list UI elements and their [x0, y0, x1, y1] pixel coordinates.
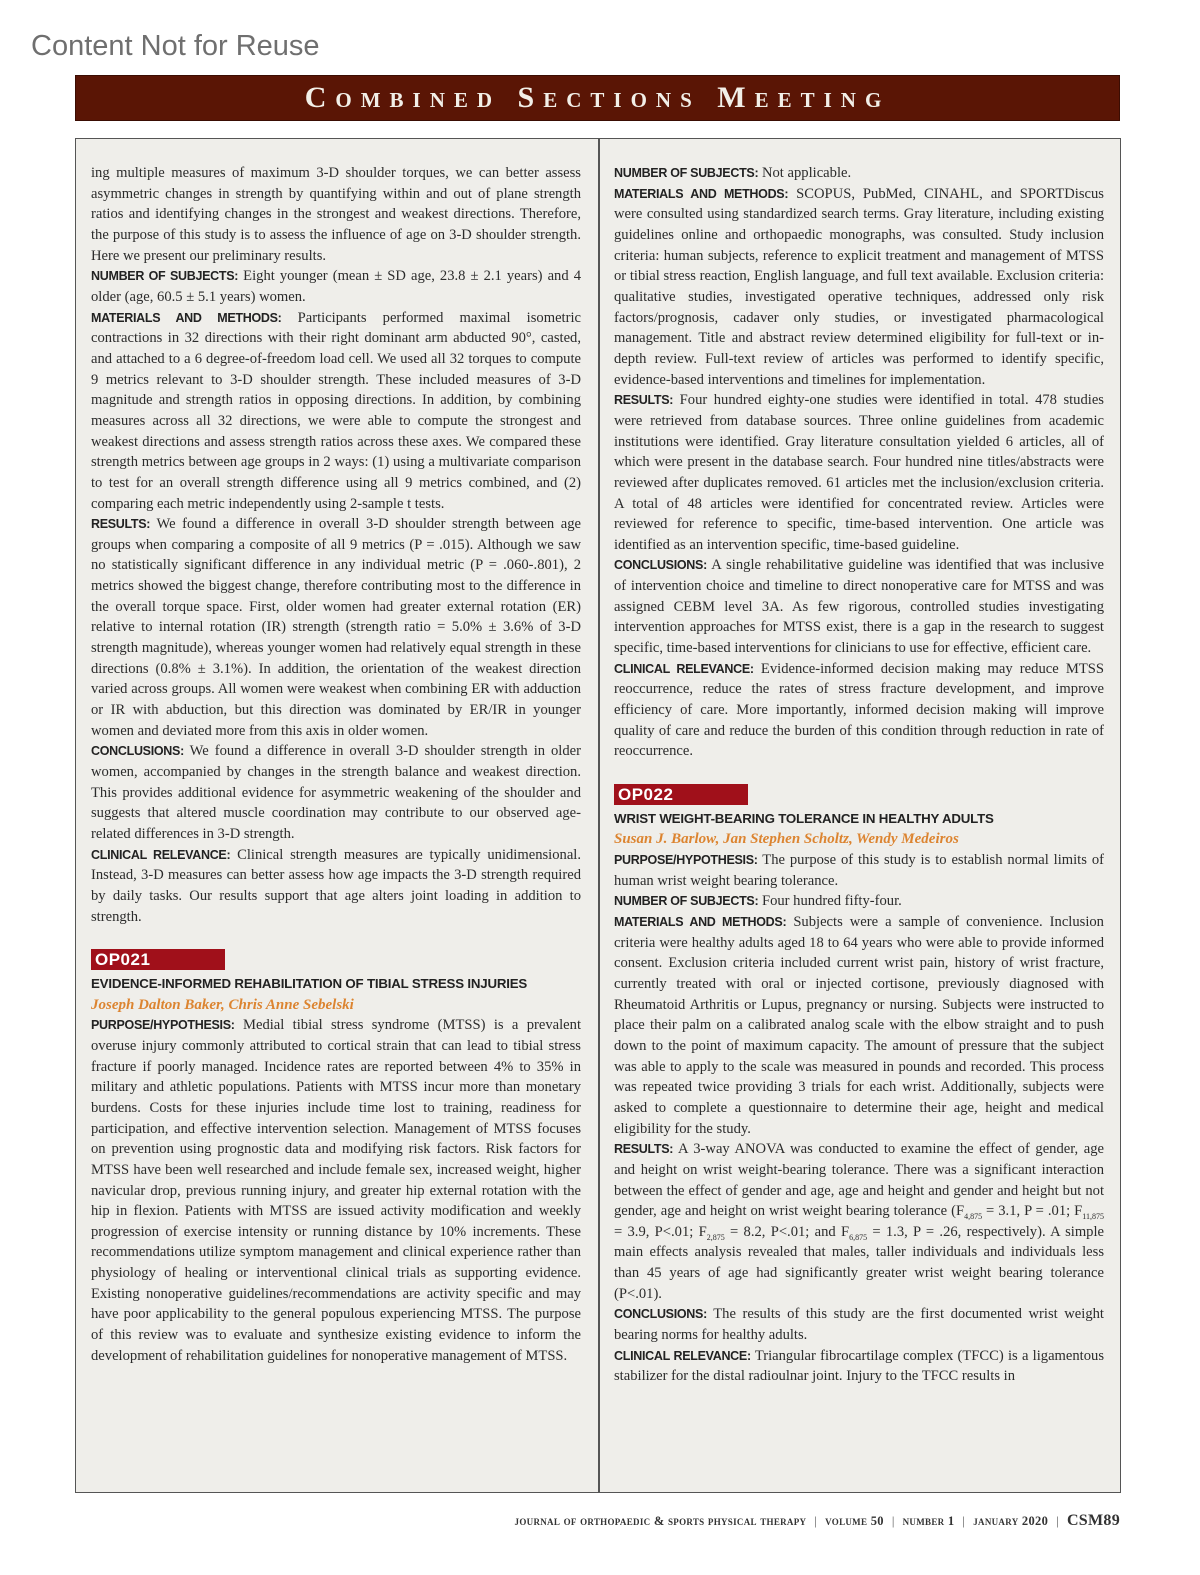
abstract-authors: Susan J. Barlow, Jan Stephen Scholtz, Wendy Medeiros	[614, 831, 959, 848]
abstract-paragraph: MATERIALS AND METHODS: SCOPUS, PubMed, CINAHL, and SPORTDiscus were consulted using standardized search terms. Gray literature, including existing guidelines online and orthopaedic monographs, was consulted. Study inclusion criteria: human subjects, reference to explicit treatment and management of MTSS or tibial stress reaction, English language, and full text available. Exclusion criteria: qualitative studies, investigated operative techniques, addressed only risk factors/prognosis, cadaver only studies, or investigated pharmacological management. Title and abstract review determined eligibility for full-text or in-depth review. Full-text review of articles was performed to identify specific, evidence-based interventions and timelines for implementation.	[614, 185, 1104, 388]
page-footer: journal of orthopaedic & sports physical therapy | volume 50 | number 1 | january 2020 | CSM89	[514, 1512, 1120, 1529]
abstract-authors: Joseph Dalton Baker, Chris Anne Sebelski	[91, 996, 354, 1013]
banner-title: Combined Sections Meeting	[304, 81, 891, 114]
volume: volume 50	[825, 1514, 884, 1528]
abstract-paragraph: NUMBER OF SUBJECTS: Eight younger (mean ± SD age, 23.8 ± 2.1 years) and 4 older (age, 60.5 ± 5.1 years) women.	[91, 268, 581, 305]
abstract-code-badge: OP021	[91, 949, 225, 970]
abstract-paragraph: CONCLUSIONS: The results of this study are the first documented wrist weight bearing norms for healthy adults.	[614, 1306, 1104, 1344]
abstract-title: WRIST WEIGHT-BEARING TOLERANCE IN HEALTHY ADULTS	[614, 810, 994, 826]
abstract-paragraph: MATERIALS AND METHODS: Participants performed maximal isometric contractions in 32 directions with their right dominant arm abducted 90°, casted, and attached to a 6 degree-of-freedom load cell. We used all 32 torques to compute 9 metrics relevant to 3-D shoulder strength. These included measures of 3-D magnitude and strength ratios in opposing directions. In addition, by combining measures across all 32 directions, we were able to compute the strongest and weakest directions and assess strength ratios across these axes. We compared these strength metrics between age groups in 2 ways: (1) using a multivariate comparison to test for an overall strength difference using all 9 metrics combined, and (2) comparing each metric independently using 2-sample t tests.	[91, 309, 581, 512]
abstract-paragraph: CLINICAL RELEVANCE: Triangular fibrocartilage complex (TFCC) is a ligamentous stabilizer for the distal radioulnar joint. Injury to the TFCC results in	[614, 1347, 1105, 1385]
abstract-paragraph: RESULTS: We found a difference in overall 3-D shoulder strength between age groups when comparing a composite of all 9 metrics (P = .015). Although we saw no statistically significant difference in any individual metric (P = .060-.801), 2 metrics showed the biggest change, therefore contributing most to the difference in the overall torque space. First, older women had greater external rotation (ER) relative to internal rotation (IR) strength (strength ratio = 5.0% ± 3.6% of 3-D strength magnitude), whereas younger women had relatively equal strength in these directions (0.8% ± 3.1%). In addition, the orientation of the weakest direction varied across groups. All women were weakest when combining ER with adduction or IR with abduction, but this direction was dominated by ER/IR in younger women and deviated more from this axis in older women.	[91, 516, 581, 739]
abstract-paragraph: RESULTS: Four hundred eighty-one studies were identified in total. 478 studies were retrieved from database sources. Three online guidelines from academic institutions were identified. Gray literature consultation yielded 6 articles, all of which were present in the database search. Four hundred nine titles/abstracts were reviewed after duplicates removed. 61 articles met the inclusion/exclusion criteria. A total of 48 articles were identified for concentrated review. Articles were reviewed for reference to specific, time-based intervention. One article was identified as an intervention specific, time-based guideline.	[614, 392, 1104, 553]
abstract-paragraph: MATERIALS AND METHODS: Subjects were a sample of convenience. Inclusion criteria were healthy adults aged 18 to 64 years who were able to provide informed consent. Exclusion criteria included current wrist pain, history of wrist fracture, currently treated with oral or injected cortisone, previously diagnosed with Rheumatoid Arthritis or Lupus, pregnancy or nursing. Subjects were instructed to place their palm on a calibrated analog scale with the elbow straight and to push down to the point of maximum capacity. The amount of pressure that the subject was able to apply to the scale was measured in pounds and recorded. This process was repeated twice providing 3 trials for each wrist. Additionally, subjects were asked to complete a questionnaire to determine their age, height and medical eligibility for the study.	[614, 913, 1104, 1137]
abstract-paragraph: CONCLUSIONS: We found a difference in overall 3-D shoulder strength in older women, accompanied by changes in the strength balance and weakest direction. This provides additional evidence for asymmetric weakening of the shoulder and suggests that altered muscle coordination may contribute to our observed age-related differences in 3-D strength.	[91, 743, 581, 842]
journal-name: journal of orthopaedic & sports physical therapy	[514, 1514, 807, 1528]
watermark: Content Not for Reuse	[31, 30, 320, 62]
abstract-paragraph-results: RESULTS: A 3-way ANOVA was conducted to examine the effect of gender, age and height on wrist weight-bearing tolerance. There was a significant interaction between the effect of gender and age, age and height and gender and height but not gender, age and height on wrist weight bearing tolerance ($F_{4,875} = 3.1$, P = .01; $F_{11,875} = 3.9$, P<.01; $F_{2,875} = 8.2$, P<.01; and $F_{6,875} = 1.3$, P = .26, respectively). A simple main effects analysis revealed that males, taller individuals and individuals less than 45 years of age had significantly greater wrist weight bearing tolerance (P<.01).	[614, 1141, 1105, 1302]
issue-date: january 2020	[973, 1514, 1049, 1528]
abstract-title: EVIDENCE-INFORMED REHABILITATION OF TIBIAL STRESS INJURIES	[91, 975, 528, 991]
abstract-paragraph: PURPOSE/HYPOTHESIS: Medial tibial stress syndrome (MTSS) is a prevalent overuse injury commonly attributed to cortical strain that can lead to tibial stress fracture if poorly managed. Incidence rates are reported between 4% to 35% in military and athletic populations. Patients with MTSS incur more than monetary burdens. Costs for these injuries include time lost to training, readiness for participation, and effective intervention selection. Management of MTSS focuses on prevention using prognostic data and modifying risk factors. Risk factors for MTSS have been well researched and include female sex, increased weight, higher navicular drop, previous running injury, and greater hip external rotation with the hip in flexion. Patients with MTSS are issued activity modification and weekly progression of exercise intensity or running distance by 10% increments. These recommendations utilize symptom management and clinical experience rather than physiology of healing or interventional clinical trials as supporting evidence. Existing nonoperative guidelines/recommendations are activity specific and may have poor applicability to the general populous experiencing MTSS. The purpose of this review was to evaluate and synthesize existing evidence to inform the development of rehabilitation guidelines for nonoperative management of MTSS.	[91, 1017, 581, 1364]
column-divider	[598, 139, 600, 1492]
abstract-paragraph: NUMBER OF SUBJECTS: Not applicable.	[614, 165, 852, 181]
abstracts-box	[75, 138, 1121, 1493]
abstract-paragraph: NUMBER OF SUBJECTS: Four hundred fifty-four.	[614, 893, 902, 910]
abstract-code-badge: OP022	[614, 784, 748, 805]
abstract-paragraph: CLINICAL RELEVANCE: Evidence-informed decision making may reduce MTSS reoccurrence, reduce the rates of stress fracture development, and improve efficiency of care. More importantly, informed decision making will improve quality of care and reduce the burden of this condition through reduction in rate of reoccurrence.	[614, 660, 1104, 760]
abstract-paragraph: PURPOSE/HYPOTHESIS: The purpose of this study is to establish normal limits of human wrist weight bearing tolerance.	[614, 852, 1104, 889]
abstract-paragraph: CONCLUSIONS: A single rehabilitative guideline was identified that was inclusive of intervention choice and timeline to direct nonoperative care for MTSS and was assigned CEBM level 3A. As few rigorous, controlled studies investigating intervention approaches for MTSS exist, there is a gap in the research to suggest specific, time-based interventions for clinicians to use for effective, efficient care.	[614, 557, 1105, 657]
abstract-paragraph: CLINICAL RELEVANCE: Clinical strength measures are typically unidimensional. Instead, 3-D measures can better assess how age impacts the 3-D strength required by daily tasks. Our results support that age alters joint loading in addition to strength.	[91, 846, 581, 925]
section-banner	[75, 75, 1120, 121]
left-column	[91, 163, 581, 1366]
right-column	[614, 163, 1104, 1387]
page-number: CSM89	[1066, 1512, 1120, 1529]
issue-number: number 1	[902, 1514, 955, 1528]
continued-text: ing multiple measures of maximum 3-D shoulder torques, we can better assess asymmetric changes in strength by quantifying within and out of plane strength ratios and identifying changes in the strongest and weakest directions. Therefore, the purpose of this study is to assess the influence of age on 3-D shoulder strength. Here we present our preliminary results.	[91, 165, 581, 264]
